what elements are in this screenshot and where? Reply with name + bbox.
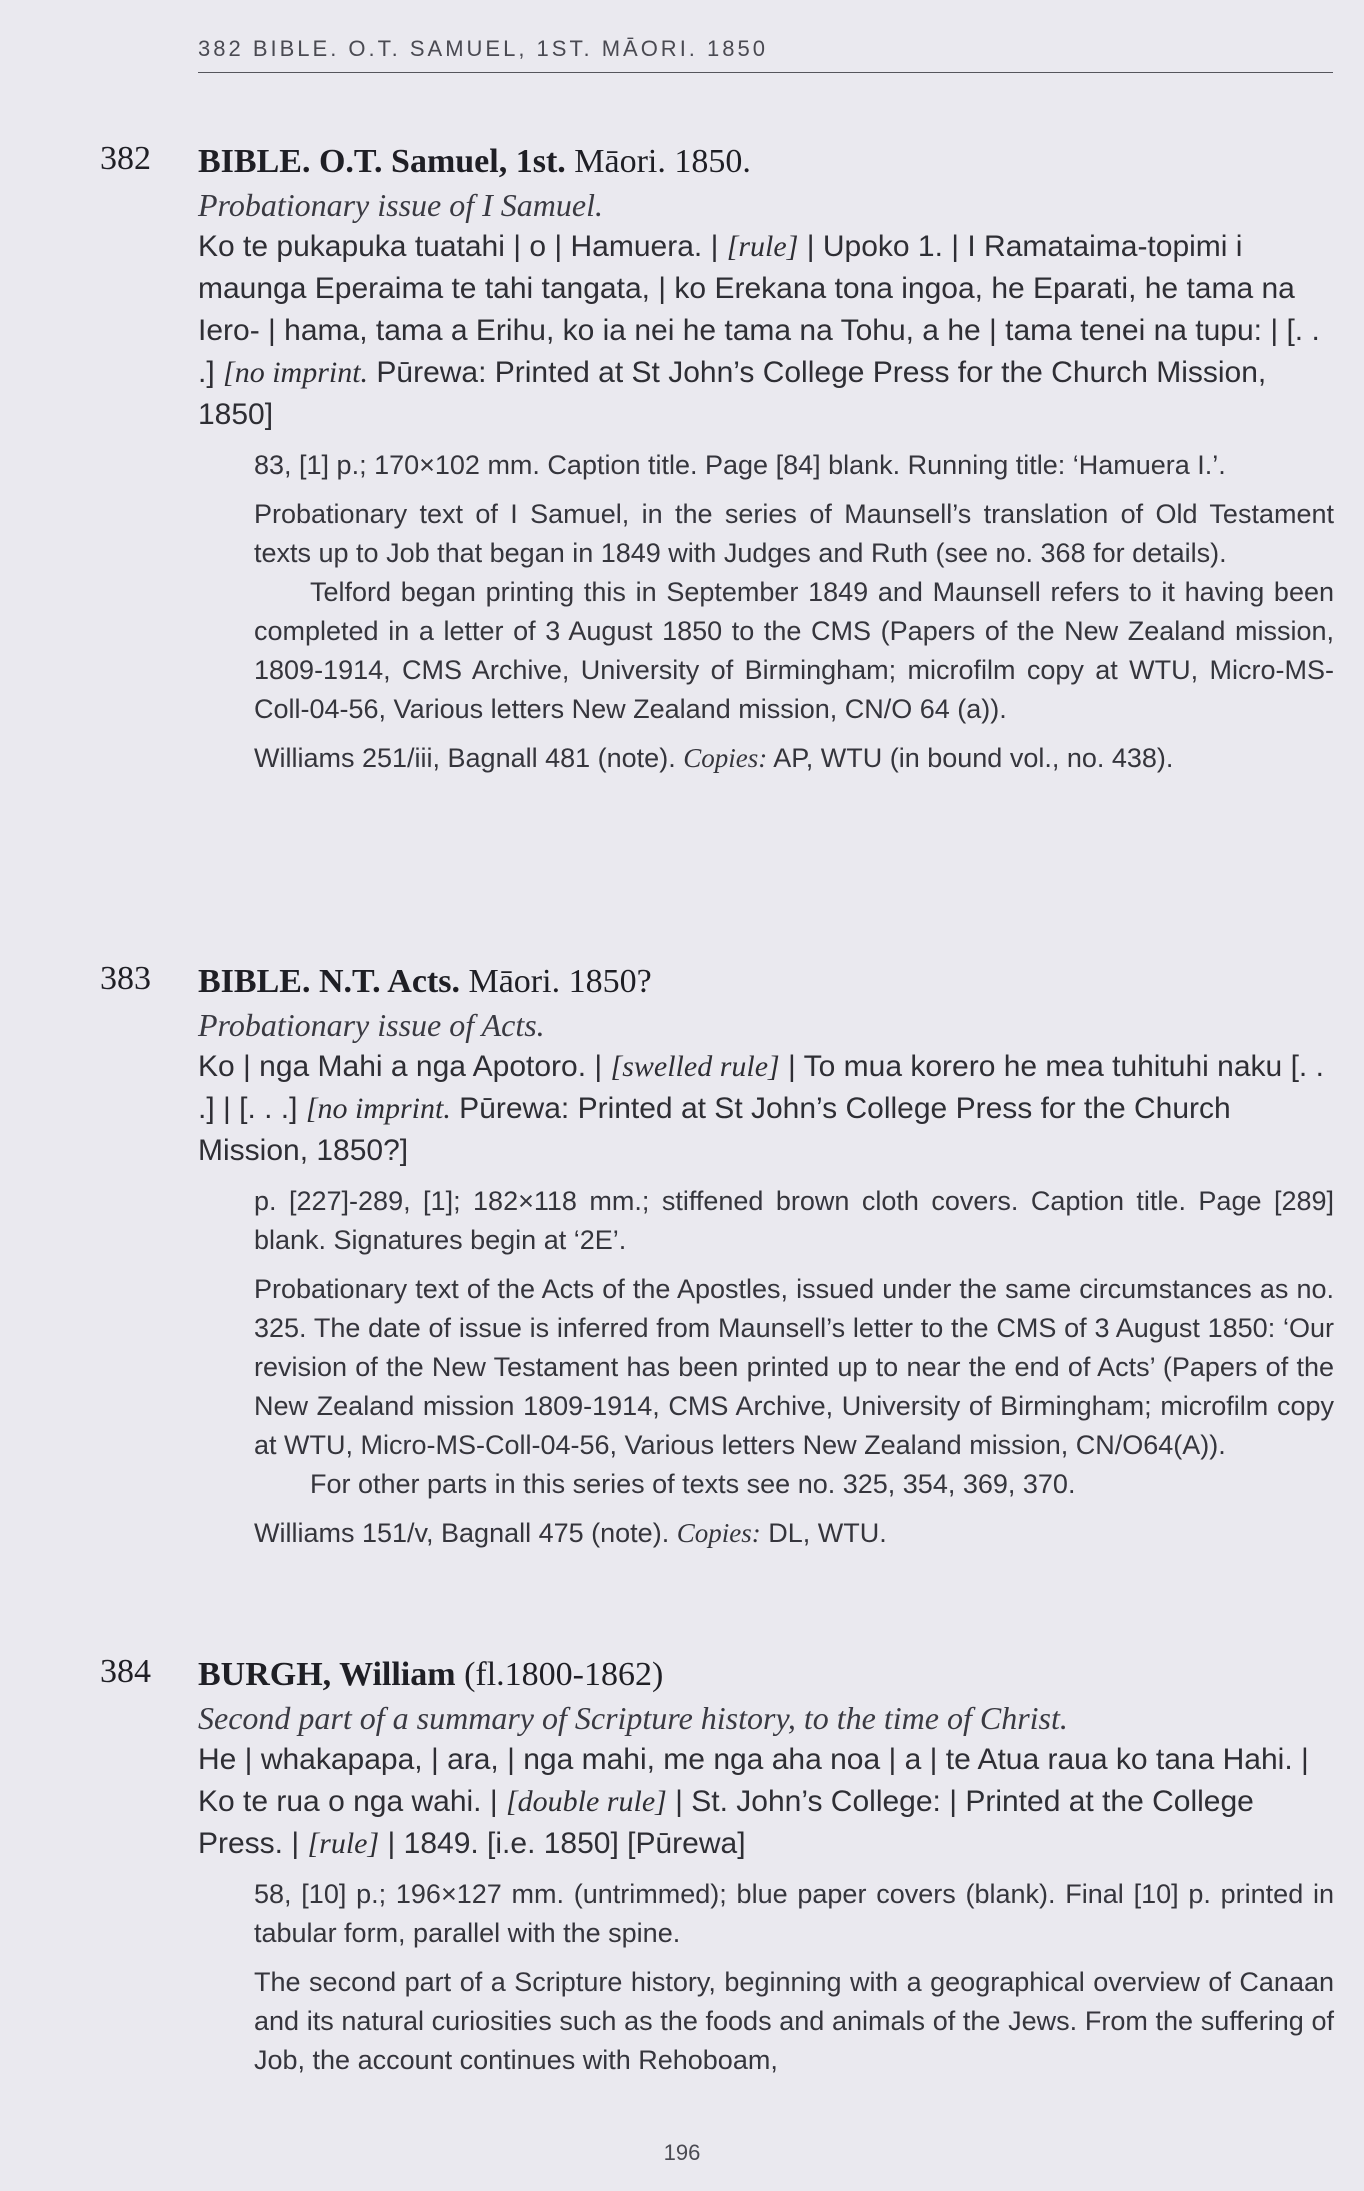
title-transcription [198, 226, 1334, 436]
entry-heading-lead: BIBLE. O.T. Samuel, 1st. [198, 143, 566, 180]
entry-number: 383 [100, 960, 151, 997]
entry-subtitle: Second part of a summary of Scripture history, to the time of Christ. [198, 1700, 1068, 1736]
page-number: 196 [663, 2140, 701, 2165]
note-paragraph: Telford began printing this in September 1849 and Maunsell refers to it having been completed in a letter of 3 August 1850 to the CMS (Papers of the New Zealand mission, 1809-1914, CMS Archive, University of Birmingham; microfilm copy at WTU, Micro-MS-Coll-04-56, Various letters New Zealand mission, CN/O 64 (a)). [254, 577, 1334, 724]
copies-list: AP, WTU (in bound vol., no. 438). [767, 743, 1174, 773]
references [254, 1514, 1334, 1553]
transcription-part: | Upoko 1. | I Ramataima-topimi i maunga Eperaima te tahi tangata, | ko Erekana tona ingoa, he Eparati, he tama na Iero- | hama, tama a Erihu, ko ia nei he tama na Tohu, a he | tama tenei na tupu: | [. . .] [198, 230, 1320, 389]
note-paragraph: For other parts in this series of texts see no. 325, 354, 369, 370. [310, 1469, 1076, 1499]
entry-heading-rest: Māori. 1850. [565, 143, 751, 180]
transcription-italic: [no imprint. [305, 1092, 451, 1125]
entry-subtitle: Probationary issue of I Samuel. [198, 187, 603, 223]
collation: p. [227]-289, [1]; 182×118 mm.; stiffened brown cloth covers. Caption title. Page [289] blank. Signatures begin at ‘2E’. [254, 1186, 1334, 1255]
transcription-italic: [rule] [307, 1827, 380, 1860]
copies-label: Copies: [683, 743, 768, 773]
entry-number: 382 [100, 140, 151, 177]
entry-heading [198, 960, 1334, 1004]
title-transcription [198, 1739, 1334, 1865]
entry-heading [198, 140, 1334, 184]
entry-heading-lead: BURGH, William [198, 1656, 456, 1693]
note-paragraph: Probationary text of the Acts of the Apostles, issued under the same circumstances as no. 325. The date of issue is inferred from Maunsell’s letter to the CMS of 3 August 1850: ‘Our revision of the New Testament has been printed up to near the end of Acts’ (Papers of the New Zealand mission 1809-1914, CMS Archive, University of Birmingham; microfilm copy at WTU, Micro-MS-Coll-04-56, Various letters New Zealand mission, CN/O64(A)). [254, 1274, 1334, 1460]
reference-list: Williams 151/v, Bagnall 475 (note). [254, 1518, 677, 1548]
transcription-part: Ko | nga Mahi a nga Apotoro. | [198, 1050, 611, 1083]
entry-heading [198, 1653, 1334, 1697]
entry-subtitle: Probationary issue of Acts. [198, 1007, 545, 1043]
note-paragraph: The second part of a Scripture history, beginning with a geographical overview of Canaan and its natural curiosities such as the foods and animals of the Jews. From the suffering of Job, the account continues with Rehoboam, [254, 1967, 1334, 2075]
transcription-italic: [no imprint. [223, 356, 369, 389]
collation: 83, [1] p.; 170×102 mm. Caption title. Page [84] blank. Running title: ‘Hamuera I.’. [254, 450, 1226, 480]
running-head: 382 BIBLE. O.T. SAMUEL, 1ST. MĀORI. 1850 [198, 36, 1333, 73]
transcription-part: | To mua korero he mea tuhituhi naku [. . .] | [. . .] [198, 1050, 1324, 1125]
entry-heading-rest: (fl.1800-1862) [455, 1656, 664, 1693]
transcription-italic: [swelled rule] [610, 1050, 780, 1083]
entry-body [198, 960, 1334, 1553]
entry-heading-lead: BIBLE. N.T. Acts. [198, 963, 460, 1000]
entry-body [198, 140, 1334, 778]
copies-label: Copies: [676, 1518, 761, 1548]
entry-heading-rest: Māori. 1850? [459, 963, 652, 1000]
entry-body [198, 1653, 1334, 2080]
transcription-italic: [double rule] [505, 1785, 667, 1818]
collation: 58, [10] p.; 196×127 mm. (untrimmed); blue paper covers (blank). Final [10] p. printed in tabular form, parallel with the spine. [254, 1879, 1334, 1948]
transcription-part: Ko te pukapuka tuatahi | o | Hamuera. | [198, 230, 727, 263]
copies-list: DL, WTU. [760, 1518, 887, 1548]
reference-list: Williams 251/iii, Bagnall 481 (note). [254, 743, 684, 773]
references [254, 739, 1334, 778]
transcription-part: | 1849. [i.e. 1850] [Pūrewa] [379, 1827, 746, 1860]
transcription-part: He | whakapapa, | ara, | nga mahi, me nga aha noa | a | te Atua raua ko tana Hahi. | Ko te rua o nga wahi. | [198, 1743, 1309, 1818]
entry-number: 384 [100, 1653, 151, 1690]
note-paragraph: Probationary text of I Samuel, in the series of Maunsell’s translation of Old Testament texts up to Job that began in 1849 with Judges and Ruth (see no. 368 for details). [254, 499, 1334, 568]
transcription-part: Pūrewa: Printed at St John’s College Press for the Church Mission, 1850] [198, 356, 1267, 431]
transcription-italic: [rule] [726, 230, 799, 263]
transcription-part: | St. John’s College: | Printed at the College Press. | [198, 1785, 1254, 1860]
title-transcription [198, 1046, 1334, 1172]
transcription-part: Pūrewa: Printed at St John’s College Press for the Church Mission, 1850?] [198, 1092, 1231, 1167]
